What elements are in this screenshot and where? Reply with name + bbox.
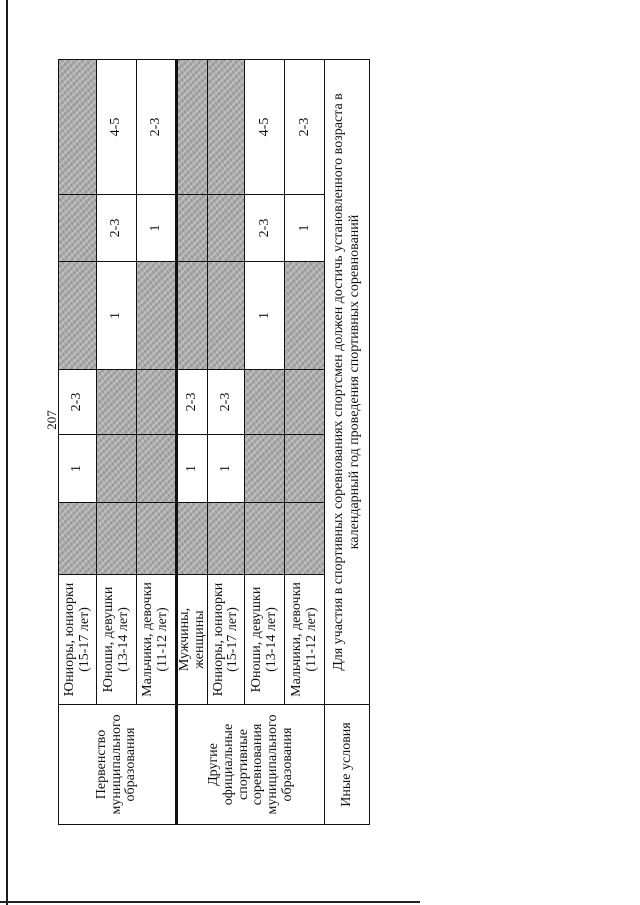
shaded-cell bbox=[245, 435, 285, 503]
shaded-cell bbox=[208, 503, 245, 575]
shaded-cell bbox=[177, 262, 208, 370]
rank-cell: 2-3 bbox=[208, 370, 245, 435]
group-cell: Юниоры, юниорки (15-17 лет) bbox=[59, 575, 97, 705]
shaded-cell bbox=[285, 503, 325, 575]
shaded-cell bbox=[97, 435, 137, 503]
shaded-cell bbox=[59, 262, 97, 370]
rank-cell: 2-3 bbox=[177, 370, 208, 435]
shaded-cell bbox=[177, 195, 208, 262]
rank-cell: 1 bbox=[59, 435, 97, 503]
group-cell: Мальчики, девочки (11-12 лет) bbox=[285, 575, 325, 705]
page-number: 207 bbox=[44, 410, 59, 430]
group-cell: Мальчики, девочки (11-12 лет) bbox=[137, 575, 177, 705]
rank-cell: 2-3 bbox=[97, 195, 137, 262]
event-cell-other-conditions: Иные условия bbox=[325, 705, 370, 825]
shaded-cell bbox=[285, 262, 325, 370]
shaded-cell bbox=[285, 370, 325, 435]
age-rank-table bbox=[58, 59, 370, 825]
rank-cell: 2-3 bbox=[59, 370, 97, 435]
rank-cell: 2-3 bbox=[245, 195, 285, 262]
rank-cell: 1 bbox=[285, 195, 325, 262]
scan-edge bbox=[6, 0, 8, 905]
rank-cell: 1 bbox=[177, 435, 208, 503]
rank-cell: 1 bbox=[245, 262, 285, 370]
table-row bbox=[59, 60, 97, 825]
shaded-cell bbox=[208, 262, 245, 370]
table-row bbox=[325, 60, 370, 825]
shaded-cell bbox=[177, 503, 208, 575]
shaded-cell bbox=[59, 60, 97, 195]
rotated-table-wrapper bbox=[44, 60, 363, 825]
shaded-cell bbox=[208, 60, 245, 195]
group-cell: Юниоры, юниорки (15-17 лет) bbox=[208, 575, 245, 705]
bottom-rule bbox=[0, 901, 420, 903]
rank-cell: 2-3 bbox=[285, 60, 325, 195]
group-cell: Мужчины, женщины bbox=[177, 575, 208, 705]
shaded-cell bbox=[137, 503, 177, 575]
shaded-cell bbox=[137, 435, 177, 503]
shaded-cell bbox=[59, 503, 97, 575]
rank-cell: 4-5 bbox=[97, 60, 137, 195]
rank-cell: 1 bbox=[137, 195, 177, 262]
rank-cell: 2-3 bbox=[137, 60, 177, 195]
shaded-cell bbox=[97, 370, 137, 435]
shaded-cell bbox=[97, 503, 137, 575]
shaded-cell bbox=[59, 195, 97, 262]
shaded-cell bbox=[245, 503, 285, 575]
group-cell: Юноши, девушки (13-14 лет) bbox=[97, 575, 137, 705]
table-row bbox=[177, 60, 208, 825]
group-cell: Юноши, девушки (13-14 лет) bbox=[245, 575, 285, 705]
rank-cell: 1 bbox=[208, 435, 245, 503]
shaded-cell bbox=[137, 370, 177, 435]
shaded-cell bbox=[285, 435, 325, 503]
shaded-cell bbox=[137, 262, 177, 370]
event-cell-other-official-competitions: Другие официальные спортивные соревнования муниципального образования bbox=[177, 705, 325, 825]
rank-cell: 1 bbox=[97, 262, 137, 370]
event-cell-municipal-championship: Первенство муниципального образования bbox=[59, 705, 177, 825]
rank-cell: 4-5 bbox=[245, 60, 285, 195]
shaded-cell bbox=[177, 60, 208, 195]
shaded-cell bbox=[208, 195, 245, 262]
shaded-cell bbox=[245, 370, 285, 435]
other-conditions-note: Для участия в спортивных соревнованиях спортсмен должен достичь установленного возраста в календарный год проведения спортивных соревнований bbox=[325, 60, 370, 705]
